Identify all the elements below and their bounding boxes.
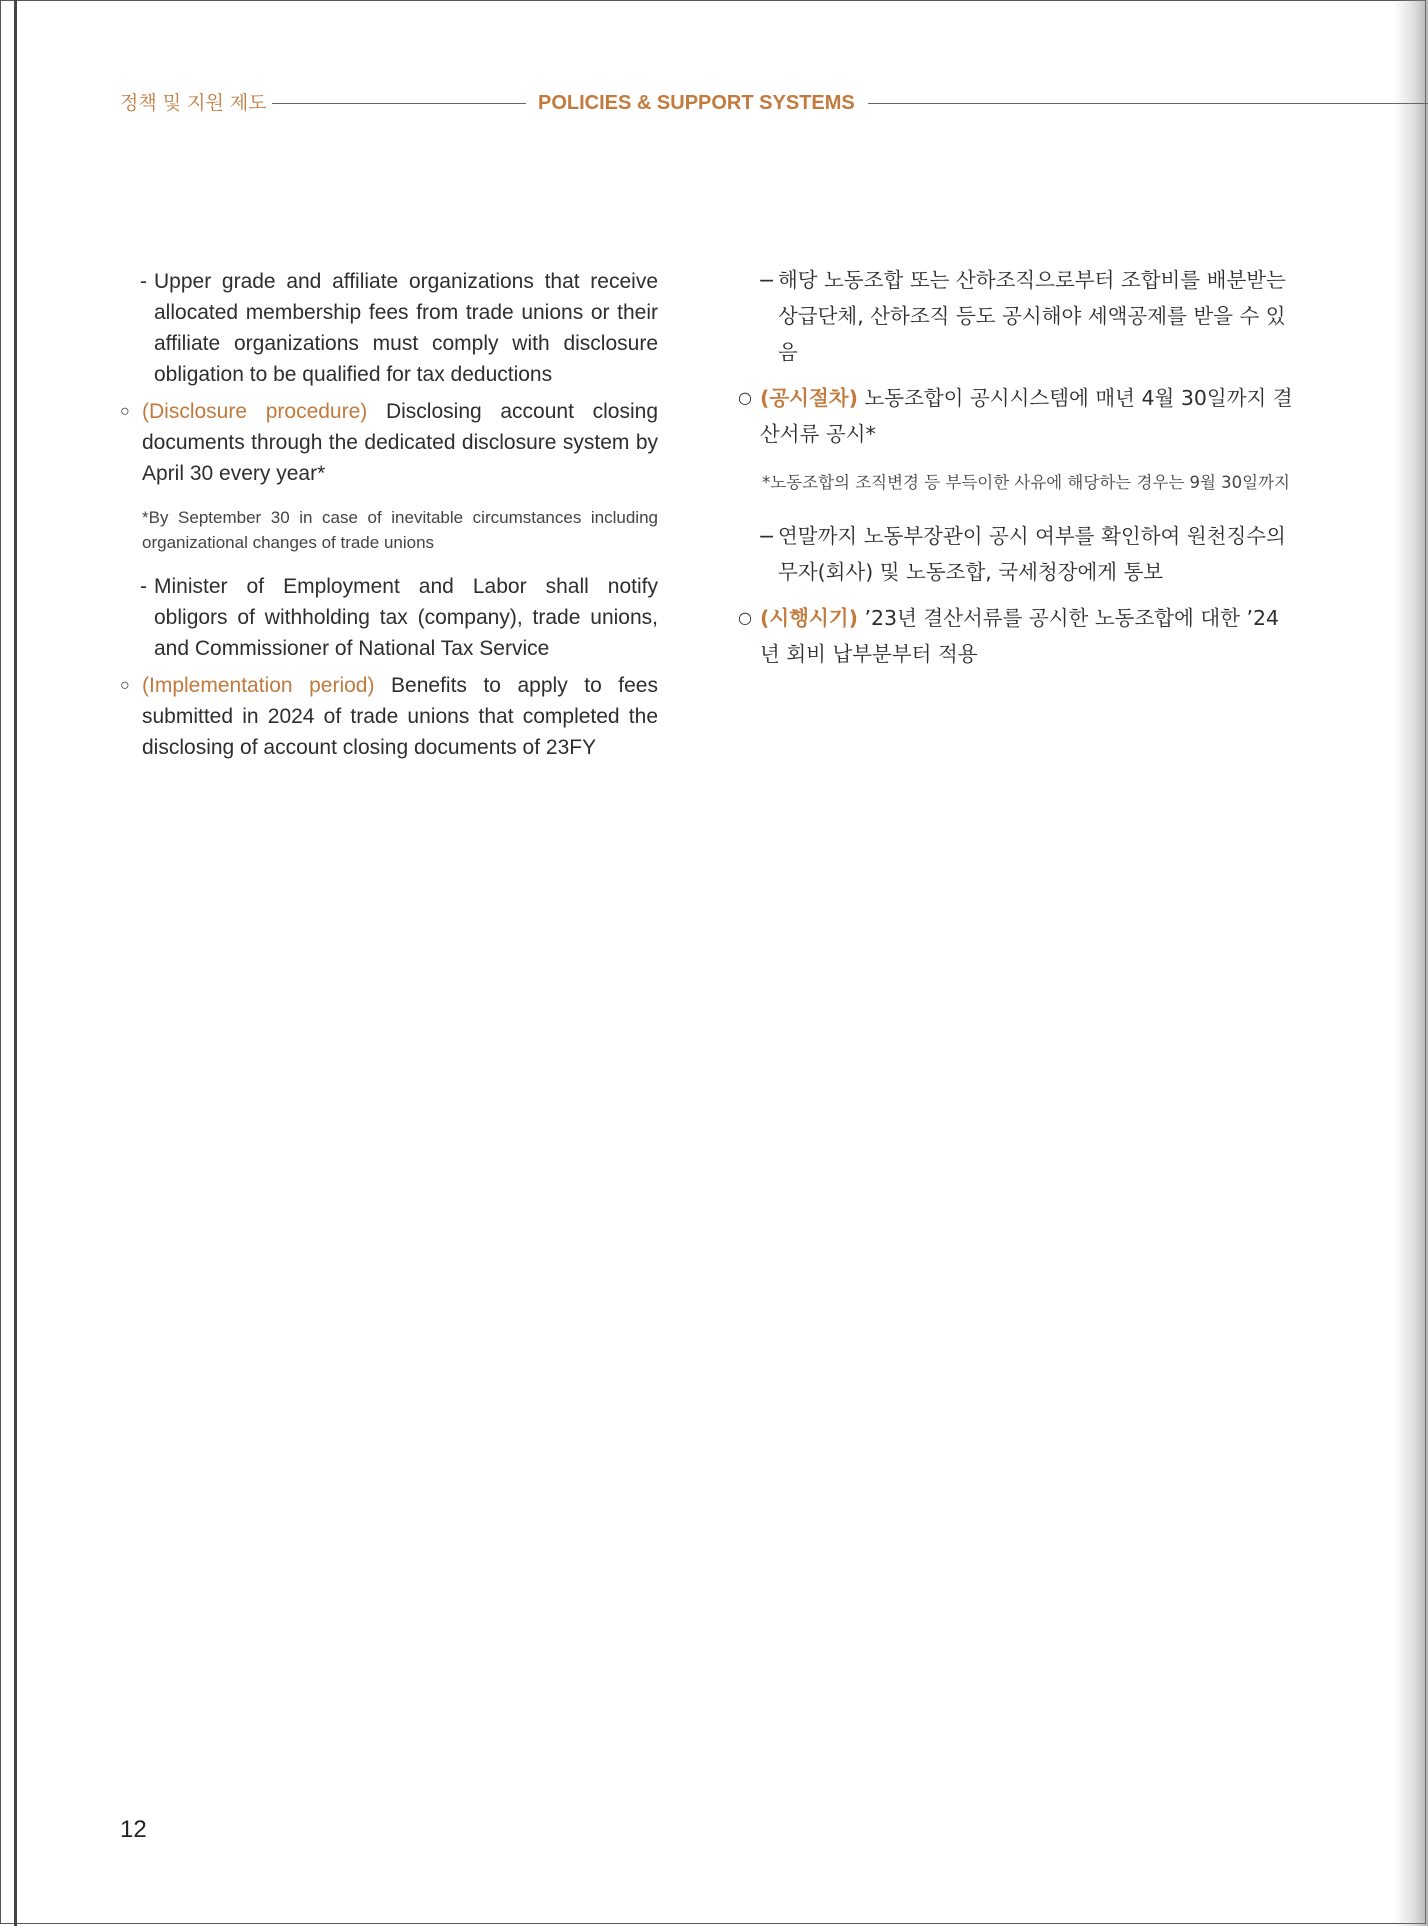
circle-bullet: ○: [120, 677, 130, 694]
en-item-minister-notify: [120, 571, 658, 664]
ko-item-label: (공시절차): [760, 386, 858, 410]
dash-marker: -: [140, 575, 147, 598]
ko-item-implementation-period: [738, 600, 1298, 672]
page-spine-shadow: [1394, 0, 1428, 1926]
section-title-en: POLICIES & SUPPORT SYSTEMS: [538, 92, 855, 114]
running-header: [120, 88, 1428, 118]
korean-column: [738, 262, 1298, 672]
ko-item-label: (시행시기): [760, 606, 858, 630]
page-number: 12: [120, 1816, 147, 1843]
en-item-affiliate-disclosure: [120, 266, 658, 390]
header-rule-left: [272, 103, 526, 104]
circle-bullet: ○: [738, 608, 752, 627]
ko-item-text: 노동조합이 공시시스템에 매년 4월 30일까지 결산서류 공시*: [760, 386, 1293, 446]
en-item-text: Disclosing account closing documents through the dedicated disclosure system by April 30 every year*: [142, 400, 658, 485]
en-item-disclosure-procedure: [120, 396, 658, 489]
page-left-edge: [14, 0, 17, 1926]
ko-item-text: ’23년 결산서류를 공시한 노동조합에 대한 ’24년 회비 납부분부터 적용: [760, 606, 1280, 666]
section-title-ko: 정책 및 지원 제도: [120, 92, 267, 114]
dash-marker: -: [140, 270, 147, 293]
en-item-text: Benefits to apply to fees submitted in 2024 of trade unions that completed the disclosing of account closing documents of 23FY: [142, 674, 658, 759]
en-item-label: (Disclosure procedure): [142, 400, 368, 423]
ko-item-text: 해당 노동조합 또는 산하조직으로부터 조합비를 배분받는 상급단체, 산하조직 등도 공시해야 세액공제를 받을 수 있음: [778, 268, 1286, 364]
dash-marker: −: [758, 524, 776, 548]
en-item-label: (Implementation period): [142, 674, 375, 697]
circle-bullet: ○: [120, 403, 130, 420]
en-footnote: *By September 30 in case of inevitable circumstances including organizational changes of trade unions: [142, 508, 658, 552]
english-column: [120, 266, 658, 763]
circle-bullet: ○: [738, 388, 752, 407]
ko-footnote: *노동조합의 조직변경 등 부득이한 사유에 해당하는 경우는 9월 30일까지: [762, 473, 1290, 492]
ko-item-minister-notify: [738, 518, 1298, 590]
dash-marker: −: [758, 268, 776, 292]
en-item-implementation-period: [120, 670, 658, 763]
header-rule-right: [868, 103, 1428, 104]
ko-item-text: 연말까지 노동부장관이 공시 여부를 확인하여 원천징수의무자(회사) 및 노동조합, 국세청장에게 통보: [778, 524, 1286, 584]
en-item-text: Upper grade and affiliate organizations that receive allocated membership fees from trade unions or their affiliate organizations must comply with disclosure obligation to be qualified for tax deductions: [154, 270, 658, 386]
en-item-text: Minister of Employment and Labor shall notify obligors of withholding tax (company), trade unions, and Commissioner of National Tax Service: [154, 575, 658, 660]
ko-item-disclosure-procedure: [738, 380, 1298, 452]
ko-item-affiliate-disclosure: [738, 262, 1298, 370]
